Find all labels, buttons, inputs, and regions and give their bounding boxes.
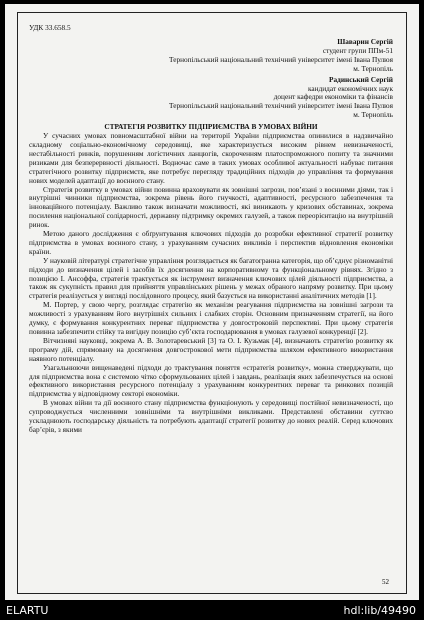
page-number: 52 (382, 578, 389, 586)
author-line: м. Тернопіль (353, 63, 393, 73)
repository-footer (0, 600, 424, 620)
author-line: доцент кафедри економіки та фінансів (273, 92, 393, 102)
author-line: Тернопільський національний технічний університет імені Івана Пулюя (169, 54, 393, 64)
author-line: м. Тернопіль (353, 110, 393, 120)
repository-name: ELARTU (6, 604, 49, 617)
author-line: студент групи ППм-51 (322, 45, 393, 55)
paragraph: У сучасних умовах повномасштабної війни на території України підприємства опинилися в надзвичайно складному соціально-економічному середовищі, яке характеризується високим рівнем невизначеності, нестабільності ринків, порушенням логістичних ланцюгів, скороченням платоспроможного попиту та значними ризиками для безперервності діяльності. Водночас саме в таких умовах особливої актуальності набуває питання стратегічного розвитку підприємств, яке потребує перегляду традиційних підходів до управління та формування нових моделей адаптації до воєнного стану. (29, 131, 393, 185)
handle-id[interactable]: hdl:lib/49490 (343, 604, 416, 617)
paragraph: У науковій літературі стратегічне управління розглядається як багатогранна категорія, що об’єднує різноманітні підходи до визначення цілей і засобів їх досягнення на корпоративному та функціональному рівнях. Згідно з позицією І. Ансоффа, стратегія трактується як інструмент визначення ключових цілей діяльності підприємства, а також як сукупність правил для прийняття управлінських рішень у межах обраного напряму розвитку. При цьому стратегія реалізується у вигляді послідовного процесу, який базується на використанні аналітичних методів [1]. (29, 255, 393, 301)
author-name: Шаварин Сергій (337, 37, 393, 46)
paragraph: Вітчизняні науковці, зокрема А. В. Золотаревський [3] та О. І. Кузьмак [4], визначають стратегію розвитку як програму дій, спрямовану на досягнення довгострокової мети підприємства шляхом ефективного використання наявного потенціалу. (29, 335, 393, 363)
article-body (29, 132, 393, 435)
author-line: кандидат економічних наук (307, 83, 393, 93)
paragraph: Узагальнюючи вищенаведені підходи до трактування поняття «стратегія розвитку», можна стверджувати, що для підприємства вона є системою чітко сформульованих цілей і завдань, реалізація яких забезпечується на основі ефективного використання ресурсного потенціалу з урахуванням конкурентних переваг та ринкових позицій підприємства у відповідному секторі економіки. (29, 362, 393, 399)
paragraph: В умовах війни та дії воєнного стану підприємства функціонують у середовищі постійної невизначеності, що супроводжується численними зовнішніми та внутрішніми викликами. Представлені обставини суттєво ускладнюють господарську діяльність та потребують адаптації стратегії розвитку до нових реалій. Серед ключових бар’єрів, з якими (29, 398, 393, 434)
paragraph: М. Портер, у свою чергу, розглядає стратегію як механізм реагування підприємства на зовнішні загрози та можливості з урахуванням його внутрішніх сильних і слабких сторін. Основним призначенням стратегії, на його думку, є формування конкурентних переваг підприємства у довгостроковій перспективі. При цьому стратегія повинна забезпечити стійку та вигідну позицію суб’єкта господарювання в умовах галузевої конкуренції [2]. (29, 300, 393, 336)
author-name: Радинський Сергій (329, 74, 393, 84)
paragraph: Стратегія розвитку в умовах війни повинна враховувати як зовнішні загрози, пов’язані з воєнними діями, так і внутрішні чинники підприємства, зокрема рівень його гнучкості, адаптивності, ресурсного забезпечення та інноваційного потенціалу. Важливо також визначати можливості, які виникають у кризових обставинах, зокрема посилення національної солідарності, державну підтримку окремих галузей, а також переорієнтацію на внутрішній ринок. (29, 184, 393, 230)
author-block-1 (29, 38, 393, 74)
page-content (29, 23, 393, 435)
udk-code: УДК 33.658.5 (29, 23, 71, 32)
author-block-2 (29, 76, 393, 121)
author-line: Тернопільський національний технічний університет імені Івана Пулюя (169, 101, 393, 111)
document-page (5, 4, 419, 600)
article-title: СТРАТЕГІЯ РОЗВИТКУ ПІДПРИЄМСТВА В УМОВАХ ВІЙНИ (104, 122, 318, 132)
paragraph: Метою даного дослідження є обґрунтування ключових підходів до розробки ефективної стратегії розвитку підприємства в умовах воєнного стану, з урахуванням сучасних викликів і перспектив відновлення економіки країни. (29, 229, 393, 256)
